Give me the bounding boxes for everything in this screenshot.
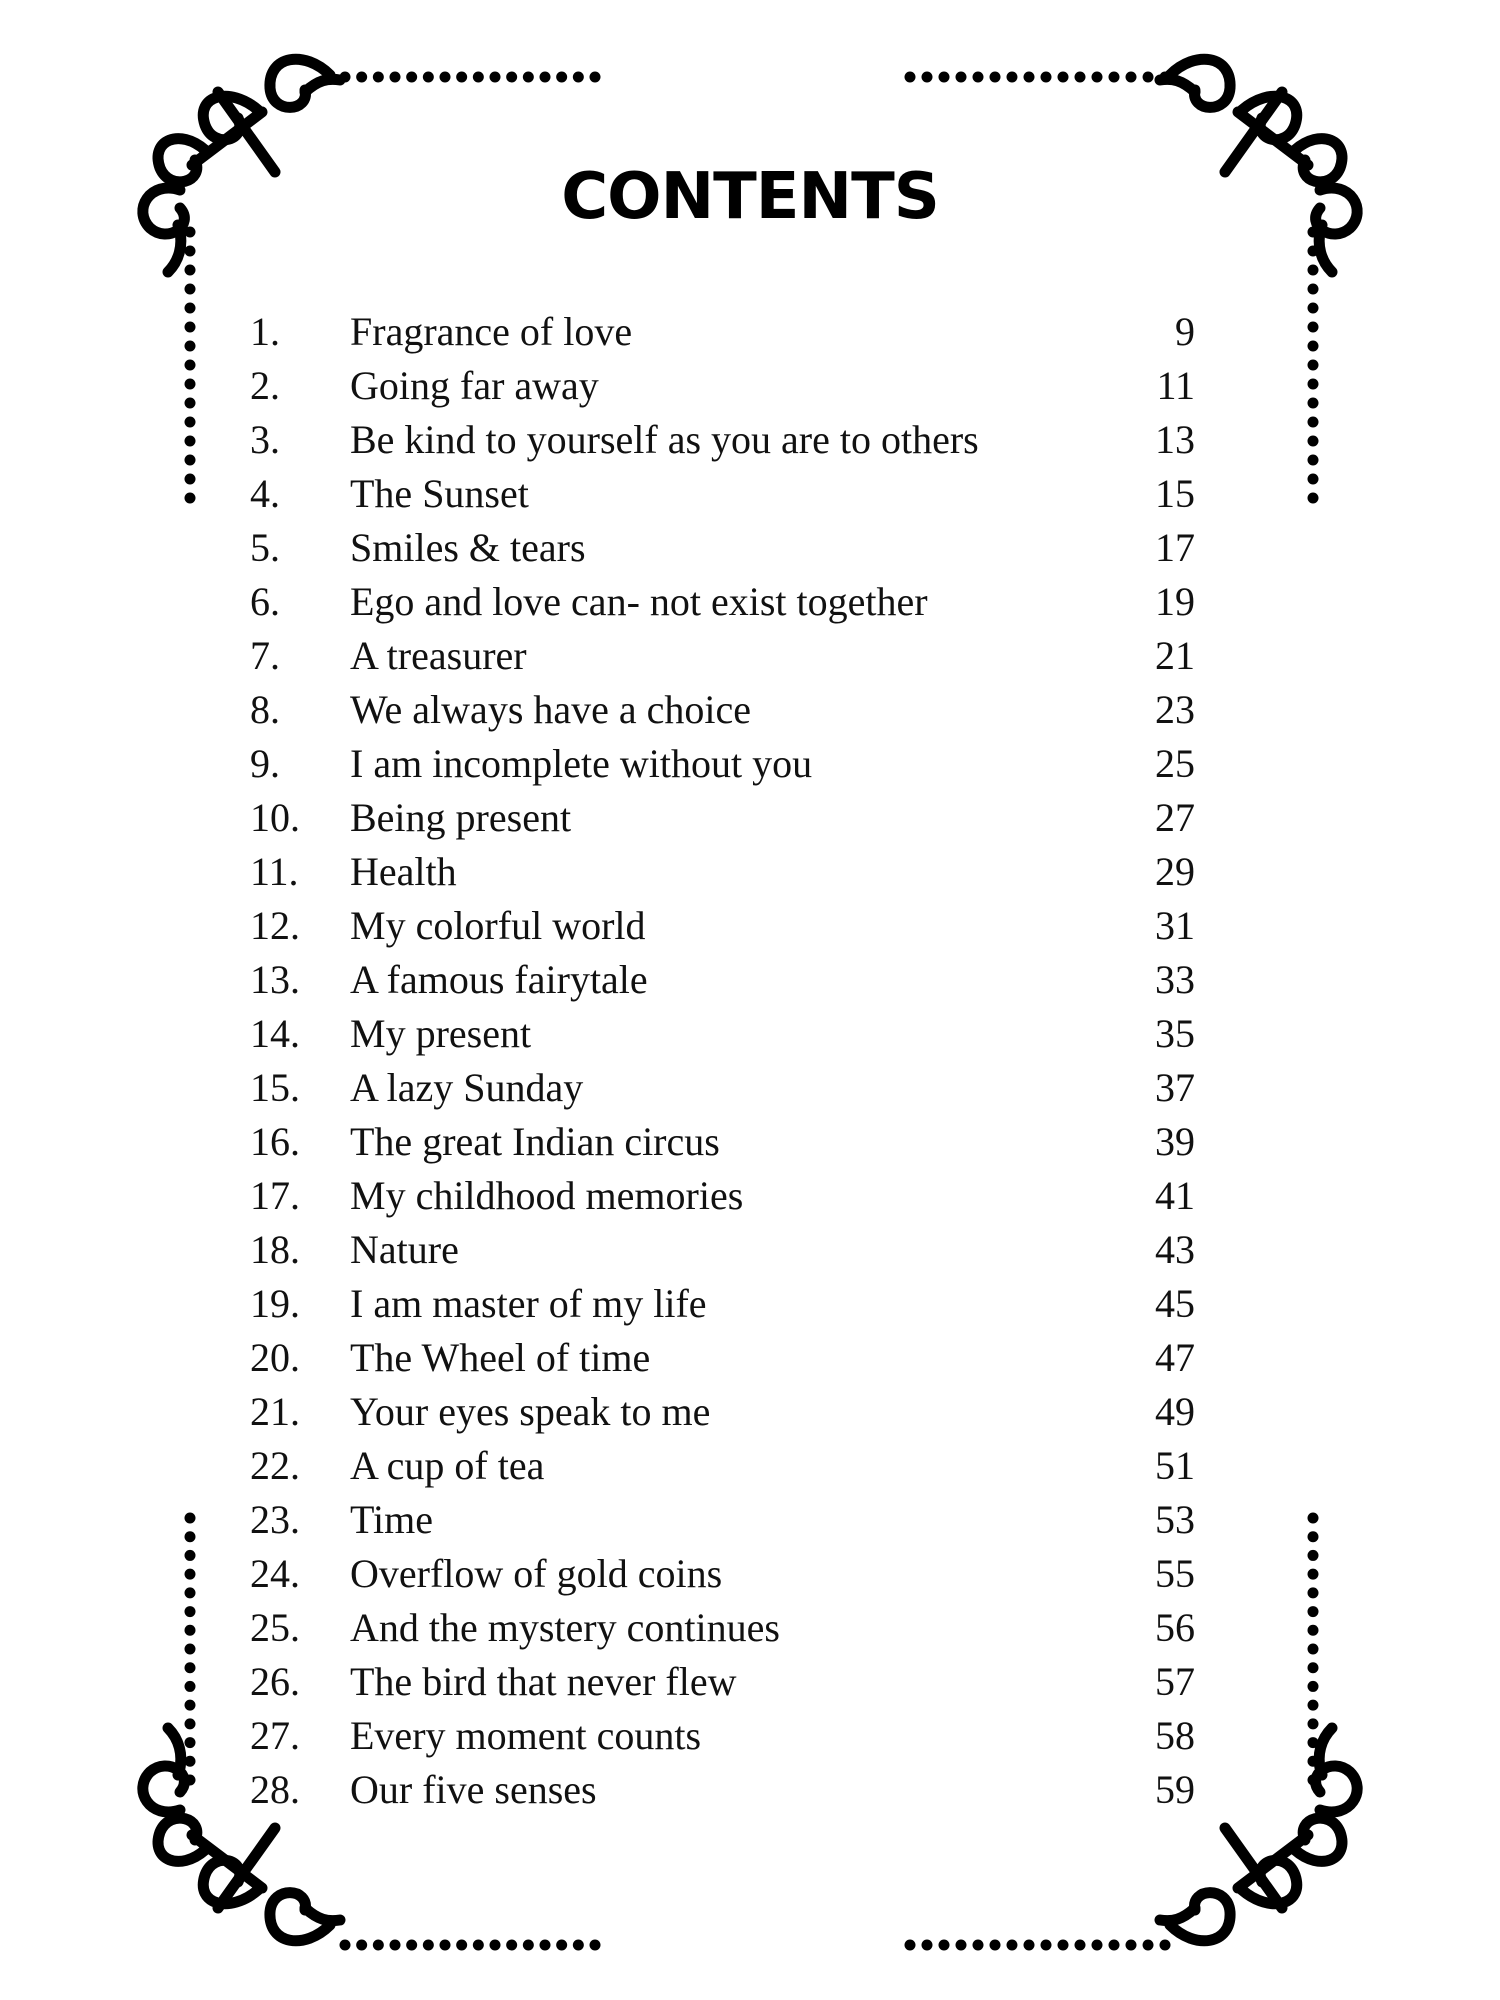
dotted-border-bottom-right: [905, 1940, 1171, 1951]
toc-entry-page-number: 57: [1155, 1659, 1195, 1704]
toc-entry-number: 18.: [250, 1227, 300, 1272]
toc-entry-title: The Sunset: [350, 471, 529, 516]
toc-entry-title: Every moment counts: [350, 1713, 702, 1758]
dotted-border-bottom-left: [340, 1940, 601, 1951]
toc-entry-title: Time: [350, 1497, 434, 1542]
toc-entry-number: 23.: [250, 1497, 300, 1542]
toc-entry-title: We always have a choice: [350, 687, 752, 732]
toc-entry-number: 20.: [250, 1335, 300, 1380]
toc-entry-title: Nature: [350, 1227, 459, 1272]
toc-entry: [0, 1493, 1500, 1547]
toc-entry: [0, 413, 1500, 467]
toc-entry-page-number: 17: [1155, 525, 1195, 570]
toc-entry-title: Fragrance of love: [350, 309, 633, 354]
toc-entry: [0, 1277, 1500, 1331]
toc-entry-page-number: 51: [1155, 1443, 1195, 1488]
toc-entry: [0, 1169, 1500, 1223]
toc-entry: [0, 737, 1500, 791]
toc-entry-page-number: 21: [1155, 633, 1195, 678]
toc-entry-page-number: 37: [1155, 1065, 1195, 1110]
toc-entry-number: 25.: [250, 1605, 300, 1650]
toc-entry: [0, 1439, 1500, 1493]
toc-entry-title: Going far away: [350, 363, 599, 408]
toc-entry-page-number: 49: [1155, 1389, 1195, 1434]
toc-entry-number: 15.: [250, 1065, 300, 1110]
toc-entry-page-number: 39: [1155, 1119, 1195, 1164]
toc-entry-page-number: 43: [1155, 1227, 1195, 1272]
toc-entry-title: Health: [350, 849, 457, 894]
toc-entry-number: 2.: [250, 363, 280, 408]
toc-entry-number: 16.: [250, 1119, 300, 1164]
toc-entry-title: My present: [350, 1011, 532, 1056]
dotted-border-top-left: [340, 72, 601, 83]
toc-entry-number: 8.: [250, 687, 280, 732]
toc-entry-title: My childhood memories: [350, 1173, 744, 1218]
toc-entry-number: 19.: [250, 1281, 300, 1326]
toc-entry-title: A cup of tea: [350, 1443, 545, 1488]
toc-entry: [0, 1547, 1500, 1601]
toc-entry-page-number: 13: [1155, 417, 1195, 462]
toc-entry-page-number: 31: [1155, 903, 1195, 948]
table-of-contents: [0, 305, 1500, 1817]
toc-entry-number: 24.: [250, 1551, 300, 1596]
toc-entry-title: My colorful world: [350, 903, 646, 948]
toc-entry-number: 1.: [250, 309, 280, 354]
toc-entry: [0, 467, 1500, 521]
toc-entry: [0, 305, 1500, 359]
toc-entry-title: I am master of my life: [350, 1281, 707, 1326]
toc-entry-page-number: 23: [1155, 687, 1195, 732]
toc-entry: [0, 1655, 1500, 1709]
toc-entry-number: 11.: [250, 849, 299, 894]
toc-entry: [0, 1115, 1500, 1169]
toc-entry-number: 28.: [250, 1767, 300, 1812]
toc-entry-number: 17.: [250, 1173, 300, 1218]
toc-entry-title: Smiles & tears: [350, 525, 586, 570]
toc-entry-title: Be kind to yourself as you are to others: [350, 417, 979, 462]
toc-entry-page-number: 53: [1155, 1497, 1195, 1542]
toc-entry-number: 26.: [250, 1659, 300, 1704]
toc-entry-page-number: 19: [1155, 579, 1195, 624]
toc-entry-page-number: 27: [1155, 795, 1195, 840]
toc-entry-page-number: 15: [1155, 471, 1195, 516]
toc-entry-title: A famous fairytale: [350, 957, 648, 1002]
toc-entry-page-number: 47: [1155, 1335, 1195, 1380]
toc-entry-page-number: 33: [1155, 957, 1195, 1002]
toc-entry: [0, 845, 1500, 899]
toc-entry: [0, 791, 1500, 845]
toc-entry-number: 22.: [250, 1443, 300, 1488]
toc-entry-title: The bird that never flew: [350, 1659, 737, 1704]
toc-entry-number: 5.: [250, 525, 280, 570]
toc-entry-page-number: 58: [1155, 1713, 1195, 1758]
toc-entry: [0, 899, 1500, 953]
toc-entry-page-number: 55: [1155, 1551, 1195, 1596]
toc-entry: [0, 575, 1500, 629]
toc-entry-number: 27.: [250, 1713, 300, 1758]
toc-entry: [0, 1601, 1500, 1655]
toc-entry-page-number: 25: [1155, 741, 1195, 786]
toc-entry: [0, 359, 1500, 413]
toc-entry-number: 7.: [250, 633, 280, 678]
toc-entry-number: 13.: [250, 957, 300, 1002]
toc-entry-page-number: 35: [1155, 1011, 1195, 1056]
toc-entry-page-number: 45: [1155, 1281, 1195, 1326]
toc-entry-number: 6.: [250, 579, 280, 624]
toc-entry-number: 9.: [250, 741, 280, 786]
toc-entry-number: 14.: [250, 1011, 300, 1056]
toc-entry-title: Your eyes speak to me: [350, 1389, 711, 1434]
toc-entry-page-number: 11: [1156, 363, 1195, 408]
toc-entry-title: The Wheel of time: [350, 1335, 651, 1380]
toc-entry-number: 12.: [250, 903, 300, 948]
toc-entry-title: Overflow of gold coins: [350, 1551, 723, 1596]
toc-entry-title: And the mystery continues: [350, 1605, 780, 1650]
toc-entry: [0, 683, 1500, 737]
page-title: CONTENTS: [561, 160, 939, 234]
toc-entry: [0, 1385, 1500, 1439]
toc-entry-number: 4.: [250, 471, 280, 516]
toc-entry: [0, 629, 1500, 683]
toc-entry: [0, 1223, 1500, 1277]
toc-entry-page-number: 56: [1155, 1605, 1195, 1650]
toc-entry-title: The great Indian circus: [350, 1119, 720, 1164]
toc-entry-number: 21.: [250, 1389, 300, 1434]
toc-entry-title: Ego and love can- not exist together: [350, 579, 928, 624]
toc-entry-number: 10.: [250, 795, 300, 840]
toc-entry: [0, 1763, 1500, 1817]
toc-entry: [0, 521, 1500, 575]
toc-entry-page-number: 59: [1155, 1767, 1195, 1812]
toc-entry: [0, 1061, 1500, 1115]
toc-entry: [0, 1709, 1500, 1763]
toc-entry-title: A treasurer: [350, 633, 527, 678]
dotted-border-top-right: [905, 72, 1171, 83]
toc-entry-title: Being present: [350, 795, 572, 840]
toc-entry: [0, 1007, 1500, 1061]
toc-entry-title: I am incomplete without you: [350, 741, 813, 786]
toc-entry: [0, 953, 1500, 1007]
toc-entry-page-number: 41: [1155, 1173, 1195, 1218]
toc-entry: [0, 1331, 1500, 1385]
toc-entry-title: A lazy Sunday: [350, 1065, 584, 1110]
toc-entry-page-number: 29: [1155, 849, 1195, 894]
toc-entry-page-number: 9: [1175, 309, 1195, 354]
toc-entry-title: Our five senses: [350, 1767, 597, 1812]
toc-entry-number: 3.: [250, 417, 280, 462]
